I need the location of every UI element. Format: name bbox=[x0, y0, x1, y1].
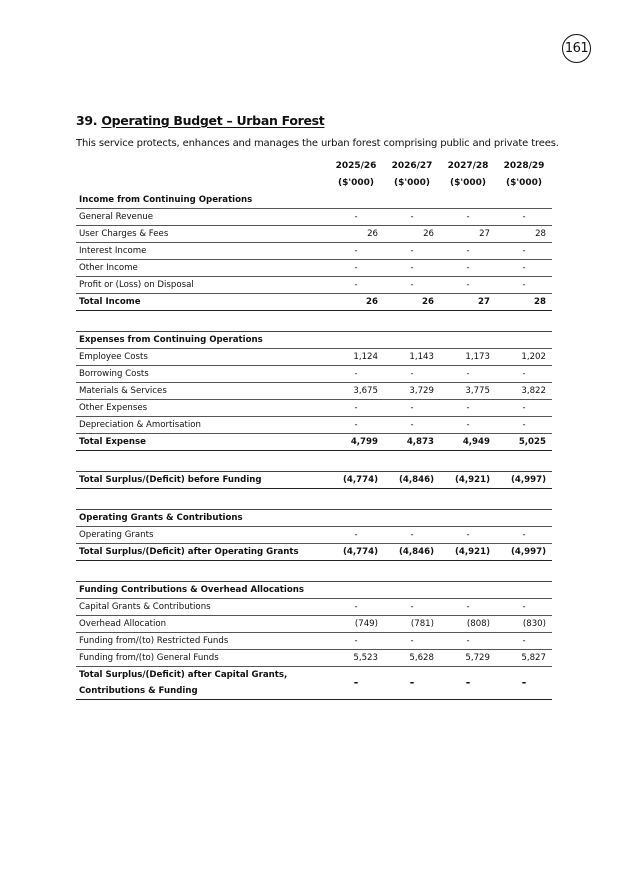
page-title bbox=[76, 113, 324, 128]
row-value: 4,873 bbox=[384, 434, 440, 451]
year-header: 2026/27 bbox=[391, 161, 433, 171]
row-label: Funding from/(to) Restricted Funds bbox=[76, 633, 328, 650]
row-value: - bbox=[384, 277, 440, 294]
row-value: - bbox=[440, 400, 496, 417]
row-value: (781) bbox=[384, 616, 440, 633]
row-value: - bbox=[440, 277, 496, 294]
row-value: - bbox=[384, 400, 440, 417]
surplus-before-funding-row bbox=[76, 472, 552, 489]
row-value: - bbox=[440, 667, 496, 700]
row-label-line: Contributions & Funding bbox=[79, 686, 198, 696]
spacer-row bbox=[76, 489, 552, 510]
intro-text: This service protects, enhances and manages the urban forest comprising public and private trees. bbox=[76, 138, 559, 149]
row-value: 1,143 bbox=[384, 349, 440, 366]
table-row bbox=[76, 616, 552, 633]
row-label: Total Expense bbox=[76, 434, 328, 451]
total-row bbox=[76, 667, 552, 700]
row-value: 3,729 bbox=[384, 383, 440, 400]
section-heading: Funding Contributions & Overhead Allocations bbox=[76, 582, 552, 599]
row-label: Other Expenses bbox=[76, 400, 328, 417]
row-value: (4,997) bbox=[496, 472, 552, 489]
row-label: Profit or (Loss) on Disposal bbox=[76, 277, 328, 294]
year-header: 2028/29 bbox=[503, 161, 545, 171]
row-value: 3,675 bbox=[328, 383, 384, 400]
row-value: 26 bbox=[384, 294, 440, 311]
table-row bbox=[76, 226, 552, 243]
row-value: - bbox=[384, 527, 440, 544]
table-row bbox=[76, 383, 552, 400]
row-value: (4,997) bbox=[496, 544, 552, 561]
section-heading-row bbox=[76, 510, 552, 527]
table-row bbox=[76, 599, 552, 616]
row-value: 28 bbox=[496, 226, 552, 243]
row-label: Materials & Services bbox=[76, 383, 328, 400]
row-value: (4,846) bbox=[384, 472, 440, 489]
row-value: - bbox=[496, 633, 552, 650]
row-value: - bbox=[384, 209, 440, 226]
year-header-row bbox=[76, 158, 552, 175]
header-blank bbox=[76, 158, 328, 175]
row-value: - bbox=[496, 277, 552, 294]
row-label: Employee Costs bbox=[76, 349, 328, 366]
row-value: 1,202 bbox=[496, 349, 552, 366]
row-value: 27 bbox=[440, 226, 496, 243]
row-value: - bbox=[496, 599, 552, 616]
section-heading: Income from Continuing Operations bbox=[76, 192, 552, 209]
row-value: (4,921) bbox=[440, 472, 496, 489]
row-value: - bbox=[440, 599, 496, 616]
row-value: (808) bbox=[440, 616, 496, 633]
title-text: Operating Budget – Urban Forest bbox=[101, 113, 325, 128]
row-value: - bbox=[496, 667, 552, 700]
row-value: - bbox=[328, 260, 384, 277]
spacer-row bbox=[76, 561, 552, 582]
row-value: - bbox=[328, 667, 384, 700]
row-value: 5,025 bbox=[496, 434, 552, 451]
row-label: Borrowing Costs bbox=[76, 366, 328, 383]
row-value: 5,523 bbox=[328, 650, 384, 667]
row-value: 3,822 bbox=[496, 383, 552, 400]
row-value: 26 bbox=[328, 226, 384, 243]
row-value: - bbox=[328, 599, 384, 616]
spacer-row bbox=[76, 311, 552, 332]
table-row bbox=[76, 209, 552, 226]
section-heading-row bbox=[76, 332, 552, 349]
total-row bbox=[76, 294, 552, 311]
row-value: 27 bbox=[440, 294, 496, 311]
row-value: - bbox=[328, 400, 384, 417]
table-row bbox=[76, 260, 552, 277]
row-label: Capital Grants & Contributions bbox=[76, 599, 328, 616]
table-row bbox=[76, 417, 552, 434]
year-header: 2027/28 bbox=[447, 161, 489, 171]
row-value: - bbox=[384, 260, 440, 277]
spacer-cell bbox=[76, 489, 552, 510]
row-label: General Revenue bbox=[76, 209, 328, 226]
row-value: (4,921) bbox=[440, 544, 496, 561]
table-row bbox=[76, 650, 552, 667]
row-value: 26 bbox=[384, 226, 440, 243]
row-value: 4,949 bbox=[440, 434, 496, 451]
year-header: 2025/26 bbox=[335, 161, 377, 171]
row-value: - bbox=[496, 400, 552, 417]
spacer-cell bbox=[76, 561, 552, 582]
row-value: - bbox=[328, 243, 384, 260]
row-value: 3,775 bbox=[440, 383, 496, 400]
row-value: - bbox=[440, 209, 496, 226]
units-header: ($'000) bbox=[393, 178, 431, 188]
row-label-line: Total Surplus/(Deficit) after Capital Grants, bbox=[79, 670, 288, 680]
row-value: - bbox=[440, 417, 496, 434]
row-value: 28 bbox=[496, 294, 552, 311]
row-value: 5,827 bbox=[496, 650, 552, 667]
spacer-cell bbox=[76, 451, 552, 472]
row-value: - bbox=[440, 527, 496, 544]
row-label: Interest Income bbox=[76, 243, 328, 260]
row-value: (749) bbox=[328, 616, 384, 633]
table-row bbox=[76, 349, 552, 366]
row-label: Depreciation & Amortisation bbox=[76, 417, 328, 434]
table-row bbox=[76, 366, 552, 383]
section-heading: Operating Grants & Contributions bbox=[76, 510, 552, 527]
row-label bbox=[76, 667, 328, 700]
row-value: - bbox=[328, 209, 384, 226]
row-value: - bbox=[496, 366, 552, 383]
row-value: (4,846) bbox=[384, 544, 440, 561]
row-value: - bbox=[496, 417, 552, 434]
row-value: - bbox=[384, 599, 440, 616]
row-value: (4,774) bbox=[328, 544, 384, 561]
row-value: - bbox=[328, 417, 384, 434]
table-row bbox=[76, 400, 552, 417]
row-label: Overhead Allocation bbox=[76, 616, 328, 633]
units-header: ($'000) bbox=[505, 178, 543, 188]
row-label: Operating Grants bbox=[76, 527, 328, 544]
page-number: 161 bbox=[562, 34, 591, 63]
section-heading-row bbox=[76, 192, 552, 209]
row-value: - bbox=[440, 243, 496, 260]
total-row bbox=[76, 434, 552, 451]
row-value: - bbox=[328, 277, 384, 294]
row-value: 1,173 bbox=[440, 349, 496, 366]
row-label: Total Income bbox=[76, 294, 328, 311]
operating-budget-table bbox=[76, 158, 552, 700]
row-value: - bbox=[496, 243, 552, 260]
units-header: ($'000) bbox=[449, 178, 487, 188]
title-number: 39. bbox=[76, 113, 98, 128]
spacer-row bbox=[76, 451, 552, 472]
row-value: - bbox=[328, 527, 384, 544]
section-heading: Expenses from Continuing Operations bbox=[76, 332, 552, 349]
row-value: - bbox=[440, 260, 496, 277]
row-value: 5,628 bbox=[384, 650, 440, 667]
row-value: 1,124 bbox=[328, 349, 384, 366]
spacer-cell bbox=[76, 311, 552, 332]
section-heading-row bbox=[76, 582, 552, 599]
units-header: ($'000) bbox=[337, 178, 375, 188]
row-label: Total Surplus/(Deficit) before Funding bbox=[76, 472, 328, 489]
table-row bbox=[76, 633, 552, 650]
row-value: - bbox=[496, 527, 552, 544]
row-value: - bbox=[384, 667, 440, 700]
row-label: User Charges & Fees bbox=[76, 226, 328, 243]
row-value: - bbox=[384, 417, 440, 434]
row-value: - bbox=[328, 366, 384, 383]
row-label: Other Income bbox=[76, 260, 328, 277]
row-value: - bbox=[384, 243, 440, 260]
row-value: - bbox=[384, 633, 440, 650]
row-label: Total Surplus/(Deficit) after Operating Grants bbox=[76, 544, 328, 561]
row-value: - bbox=[384, 366, 440, 383]
row-value: - bbox=[440, 633, 496, 650]
row-value: (4,774) bbox=[328, 472, 384, 489]
total-row bbox=[76, 544, 552, 561]
row-value: - bbox=[496, 260, 552, 277]
row-value: 26 bbox=[328, 294, 384, 311]
row-value: 5,729 bbox=[440, 650, 496, 667]
table-row bbox=[76, 527, 552, 544]
header-blank bbox=[76, 175, 328, 192]
row-label: Funding from/(to) General Funds bbox=[76, 650, 328, 667]
row-value: - bbox=[440, 366, 496, 383]
row-value: 4,799 bbox=[328, 434, 384, 451]
table-row bbox=[76, 243, 552, 260]
row-value: (830) bbox=[496, 616, 552, 633]
table-row bbox=[76, 277, 552, 294]
units-header-row bbox=[76, 175, 552, 192]
row-value: - bbox=[496, 209, 552, 226]
row-value: - bbox=[328, 633, 384, 650]
